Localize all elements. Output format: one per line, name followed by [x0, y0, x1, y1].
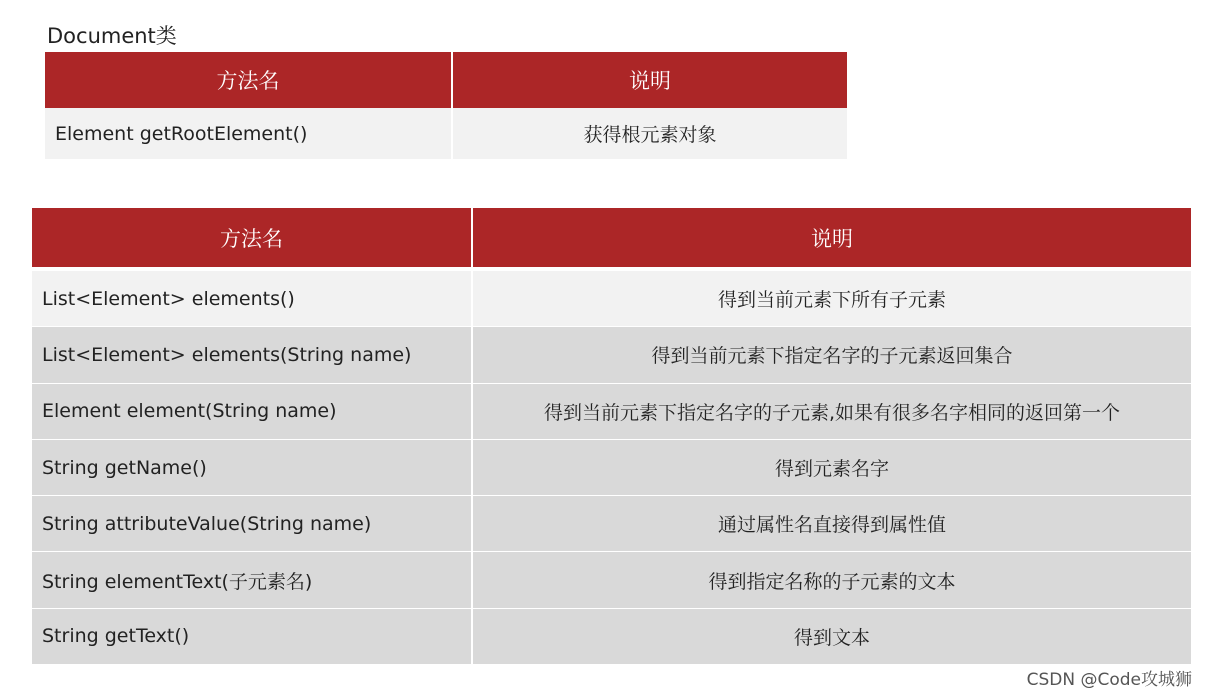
method-cell: Element getRootElement() [45, 108, 453, 159]
table-header-row [45, 52, 847, 108]
method-cell: String elementText(子元素名) [32, 552, 473, 608]
description-cell: 得到元素名字 [473, 440, 1191, 496]
table-row [32, 384, 1191, 440]
table-row [32, 271, 1191, 327]
table-row [32, 440, 1191, 496]
method-cell: String getText() [32, 609, 473, 665]
description-cell: 通过属性名直接得到属性值 [473, 496, 1191, 552]
description-cell: 得到当前元素下指定名字的子元素返回集合 [473, 327, 1191, 383]
method-cell: List<Element> elements(String name) [32, 327, 473, 383]
table-header-row [32, 208, 1191, 271]
table-row [32, 496, 1191, 552]
column-header-method: 方法名 [45, 52, 453, 108]
watermark: CSDN @Code攻城狮 [1026, 670, 1192, 690]
description-cell: 获得根元素对象 [453, 108, 847, 159]
document-class-caption: Document类 [47, 24, 177, 48]
element-methods-table [32, 208, 1191, 665]
description-cell: 得到指定名称的子元素的文本 [473, 552, 1191, 608]
column-header-description: 说明 [473, 208, 1191, 271]
description-cell: 得到当前元素下所有子元素 [473, 271, 1191, 327]
description-cell: 得到文本 [473, 609, 1191, 665]
column-header-description: 说明 [453, 52, 847, 108]
description-cell: 得到当前元素下指定名字的子元素,如果有很多名字相同的返回第一个 [473, 384, 1191, 440]
method-cell: List<Element> elements() [32, 271, 473, 327]
table-row [32, 609, 1191, 665]
method-cell: Element element(String name) [32, 384, 473, 440]
table-row [45, 108, 847, 159]
method-cell: String getName() [32, 440, 473, 496]
document-methods-table [45, 52, 847, 159]
method-cell: String attributeValue(String name) [32, 496, 473, 552]
table-row [32, 327, 1191, 383]
table-row [32, 552, 1191, 608]
column-header-method: 方法名 [32, 208, 473, 271]
